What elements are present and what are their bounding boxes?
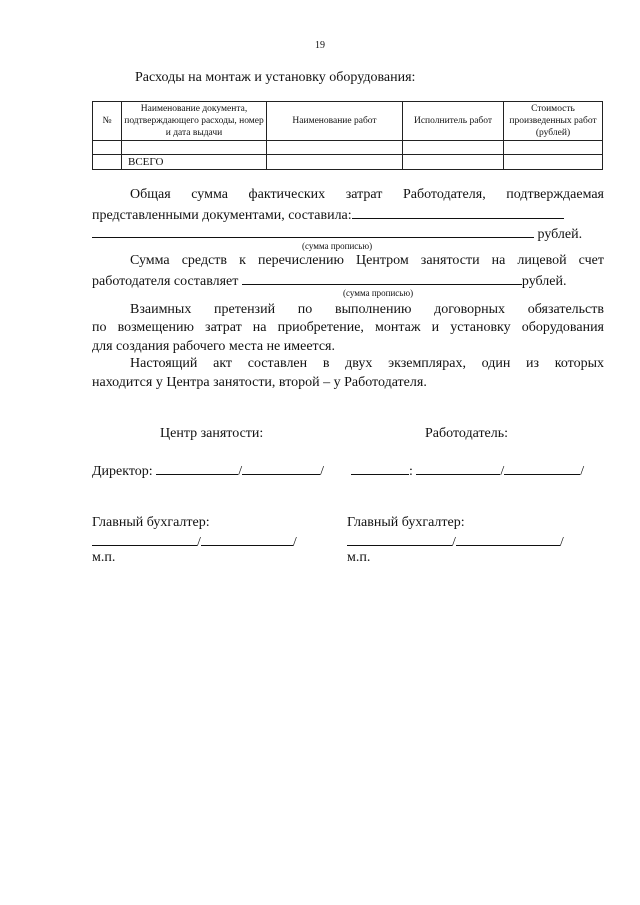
slash: /: [292, 535, 297, 550]
amount-words-blank: [92, 224, 534, 238]
stamp-place-right: м.п.: [347, 550, 371, 565]
paragraph3-line2: по возмещению затрат на приобретение, монтаж и установку оборудования: [92, 320, 604, 335]
slash: /: [197, 535, 201, 550]
paragraph1-line2: [92, 205, 564, 225]
director-signature-line: [92, 461, 324, 480]
right-accountant-label: Главный бухгалтер:: [347, 515, 465, 530]
amount-words-hint: (сумма прописью): [302, 241, 373, 251]
right-accountant-signature-line: [347, 532, 564, 551]
paragraph1-line1: Общая сумма фактических затрат Работодателя, подтверждаемая: [130, 187, 604, 202]
header-work-name: Наименование работ: [267, 102, 403, 141]
header-contractor: Исполнитель работ: [403, 102, 504, 141]
director-label: Директор:: [92, 464, 153, 479]
slash: /: [320, 464, 324, 479]
table-cell: [504, 141, 603, 155]
paragraph2-line2: [92, 271, 567, 291]
director-signature-blank: [156, 461, 238, 475]
left-accountant-label: Главный бухгалтер:: [92, 515, 210, 530]
employer-signature-line: [351, 461, 584, 480]
paragraph4-line2: находится у Центра занятости, второй – у Работодателя.: [92, 375, 427, 390]
left-accountant-name-blank: [201, 532, 293, 546]
slash: /: [559, 535, 564, 550]
amount-blank: [352, 205, 564, 219]
slash: /: [452, 535, 456, 550]
left-accountant-signature-line: [92, 532, 297, 551]
paragraph3-line1: Взаимных претензий по выполнению договорных обязательств: [130, 302, 604, 317]
table-header-row: [93, 102, 603, 141]
stamp-place-left: м.п.: [92, 550, 116, 565]
header-document: Наименование документа, подтверждающего расходы, номер и дата выдачи: [122, 102, 267, 141]
header-cost: Стоимость произведенных работ (рублей): [504, 102, 603, 141]
table-row: [93, 141, 603, 155]
right-accountant-name-blank: [456, 532, 560, 546]
employer-signature-blank: [416, 461, 500, 475]
paragraph2-rubles: рублей.: [521, 274, 567, 289]
table-cell: [403, 141, 504, 155]
section-title: Расходы на монтаж и установку оборудования:: [135, 70, 416, 85]
table-total-row: [93, 155, 603, 170]
employer-name-blank: [504, 461, 580, 475]
slash: /: [580, 464, 585, 479]
employment-center-heading: Центр занятости:: [160, 426, 264, 441]
expenses-table: [92, 101, 603, 170]
table-cell: [267, 141, 403, 155]
table-cell: [267, 155, 403, 170]
slash: /: [500, 464, 505, 479]
employer-heading: Работодатель:: [425, 426, 509, 441]
slash: /: [238, 464, 243, 479]
page-number: 19: [315, 40, 325, 51]
right-accountant-signature-blank: [347, 532, 452, 546]
colon: :: [409, 464, 413, 479]
paragraph2-line1: Сумма средств к перечислению Центром занятости на лицевой счет: [130, 253, 604, 268]
paragraph1-line2-text: представленными документами, составила:: [92, 208, 352, 223]
total-label: ВСЕГО: [122, 155, 267, 170]
transfer-amount-blank: [242, 271, 522, 285]
paragraph4-line1: Настоящий акт составлен в двух экземплярах, один из которых: [130, 356, 604, 371]
left-accountant-signature-blank: [92, 532, 197, 546]
paragraph1-rubles: рублей.: [537, 227, 583, 242]
transfer-amount-hint: (сумма прописью): [343, 288, 414, 298]
header-number: №: [93, 102, 122, 141]
director-name-blank: [242, 461, 320, 475]
table-cell: [93, 155, 122, 170]
paragraph2-line2-text: работодателя составляет: [92, 274, 239, 289]
table-cell: [93, 141, 122, 155]
employer-position-blank: [351, 461, 409, 475]
table-cell: [122, 141, 267, 155]
paragraph3-line3: для создания рабочего места не имеется.: [92, 339, 335, 354]
table-cell: [403, 155, 504, 170]
table-cell: [504, 155, 603, 170]
